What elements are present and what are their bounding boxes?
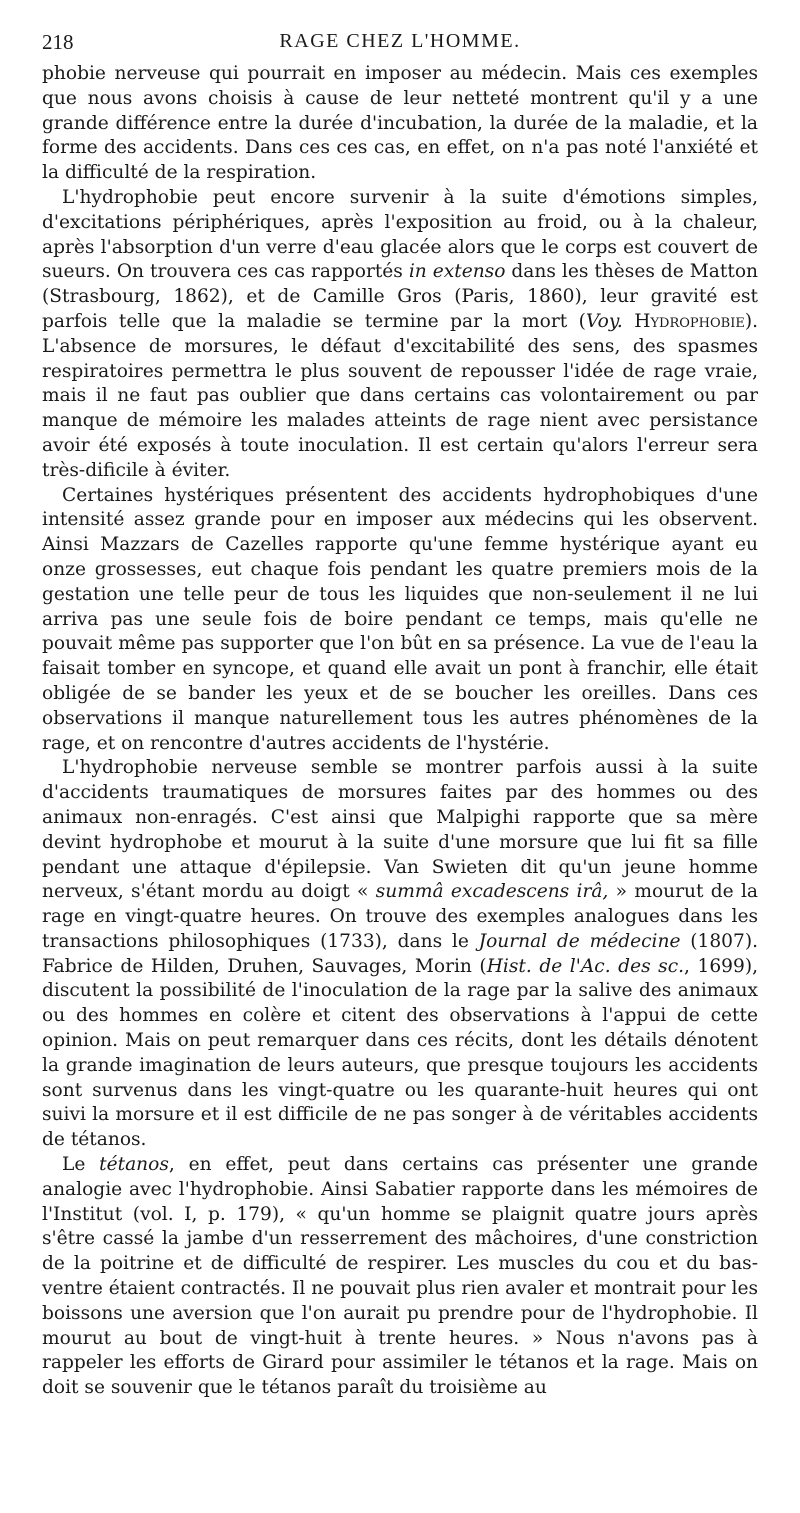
- paragraph-3: [42, 484, 758, 757]
- text-run: Certaines hystériques présentent des accidents hydrophobiques d'une intensité assez grande pour en imposer aux médecins qui les observent. Ainsi Mazzars de Cazelles rapporte qu'une femme hystérique ayant eu onze grossesses, eut chaque fois pendant les quatre premiers mois de la gestation une telle peur de tous les liquides que non-seulement il ne lui arriva pas une seule fois de boire pendant ce temps, mais qu'elle ne pouvait même pas supporter que l'on bût en sa présence. La vue de l'eau la faisait tomber en syncope, et quand elle avait un pont à franchir, elle était obligée de se bander les yeux et de se boucher les oreilles. Dans ces observations il manque naturellement tous les autres phénomènes de la rage, et on rencontre d'autres accidents de l'hystérie.: [42, 484, 758, 754]
- italic-run: Journal de médecine: [478, 930, 681, 952]
- italic-run: summâ excadescens irâ,: [375, 881, 609, 903]
- italic-run: tétanos: [99, 1154, 169, 1176]
- text-run: Le: [62, 1154, 100, 1176]
- italic-run: in extenso: [408, 261, 506, 283]
- text-run: , en effet, peut dans certains cas présenter une grande analogie avec l'hydrophobie. Ainsi Sabatier rapporte dans les mémoires de l'Institut (vol. I, p. 179), « qu'un homme se plaignit quatre jours après s'être cassé la jambe d'un resserrement des mâchoires, d'une constriction de la poitrine et de difficulté de respirer. Les muscles du cou et du bas-ventre étaient contractés. Il ne pouvait plus rien avaler et montrait pour les boissons une aversion que l'on aurait pu prendre pour de l'hydrophobie. Il mourut au bout de vingt-huit à trente heures. » Nous n'avons pas à rappeler les efforts de Girard pour assimiler le tétanos et la rage. Mais on doit se souvenir que le tétanos paraît du troisième au: [42, 1154, 758, 1399]
- paragraph-1: [42, 62, 758, 186]
- paragraph-2: [42, 186, 758, 484]
- italic-run: Hist. de l'Ac. des sc.: [486, 955, 685, 977]
- paragraph-4: [42, 756, 758, 1153]
- page-number: 218: [42, 30, 74, 54]
- text-run: ). L'absence de morsures, le défaut d'excitabilité des sens, des spasmes respiratoires permettra le plus souvent de repousser l'idée de rage vraie, mais il ne faut pas oublier que dans certains cas volontairement ou par manque de mémoire les malades atteints de rage nient avec persistance avoir été exposés à toute inoculation. Il est certain qu'alors l'erreur sera très-dificile à éviter.: [42, 310, 758, 481]
- text-run: phobie nerveuse qui pourrait en imposer au médecin. Mais ces exemples que nous avons choisis à cause de leur netteté montrent qu'il y a une grande différence entre la durée d'incubation, la durée de la maladie, et la forme des accidents. Dans ces ces cas, en effet, on n'a pas noté l'anxiété et la difficulté de la respiration.: [42, 63, 758, 184]
- text-run: L'hydrophobie peut encore survenir à la suite d'émotions simples, d'excitations périphériques, après l'exposition au froid, ou à la chaleur, après l'absorption d'un verre d'eau glacée alors que le corps est couvert de sueurs. On trouvera ces cas rapportés: [42, 186, 758, 283]
- small-caps-run: Hydrophobie: [622, 310, 745, 332]
- paragraph-5: [42, 1153, 758, 1401]
- italic-run: Voy.: [585, 310, 623, 332]
- text-run: , 1699), discutent la possibilité de l'inoculation de la rage par la salive des animaux ou des hommes en colère et citent des observations à l'appui de cette opinion. Mais on peut remarquer dans ces récits, dont les détails dénotent la grande imagination de leurs auteurs, que presque toujours les accidents sont survenus dans les vingt-quatre ou les quarante-huit heures qui ont suivi la morsure et il est difficile de ne pas songer à de véritables accidents de tétanos.: [42, 955, 758, 1151]
- text-run: L'hydrophobie nerveuse semble se montrer parfois aussi à la suite d'accidents traumatiques de morsures faites par des hommes ou des animaux non-enragés. C'est ainsi que Malpighi rapporte que sa mère devint hydrophobe et mourut à la suite d'une morsure que lui fit sa fille pendant une attaque d'épilepsie. Van Swieten dit qu'un jeune homme nerveux, s'étant mordu au doigt «: [42, 757, 758, 903]
- text-run: dans les thèses de Matton (Strasbourg, 1862), et de Camille Gros (Paris, 1860), leur gravité est parfois telle que la maladie se termine par la mort (: [42, 261, 758, 332]
- page-header: [42, 30, 758, 58]
- running-head: RAGE CHEZ L'HOMME.: [279, 30, 521, 52]
- text-run: (1807). Fabrice de Hilden, Druhen, Sauvages, Morin (: [42, 930, 758, 977]
- text-run: » mourut de la rage en vingt-quatre heures. On trouve des exemples analogues dans les transactions philosophiques (1733), dans le: [42, 881, 758, 952]
- body-text: [42, 62, 758, 1401]
